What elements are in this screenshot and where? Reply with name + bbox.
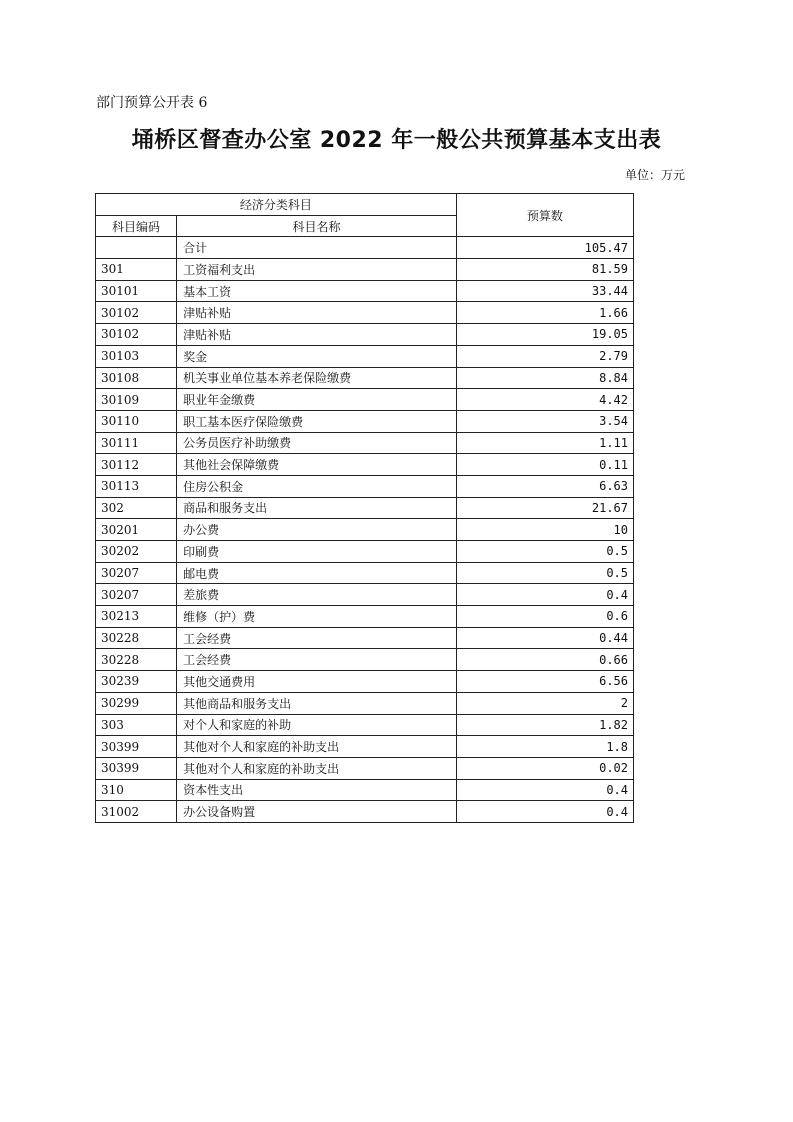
- row-name-cell: 奖金: [177, 345, 457, 367]
- row-code-cell: 30202: [96, 541, 177, 563]
- header-economic-category: 经济分类科目: [96, 194, 457, 216]
- row-code-cell: 31002: [96, 801, 177, 823]
- budget-table: [95, 193, 634, 823]
- table-row: [96, 324, 634, 346]
- row-name-cell: 津贴补贴: [177, 324, 457, 346]
- row-name-cell: 职工基本医疗保险缴费: [177, 410, 457, 432]
- row-amount-cell: 4.42: [456, 389, 633, 411]
- table-row: [96, 497, 634, 519]
- row-name-cell: 印刷费: [177, 541, 457, 563]
- row-code-cell: 30112: [96, 454, 177, 476]
- row-amount-cell: 81.59: [456, 259, 633, 281]
- row-name-cell: 差旅费: [177, 584, 457, 606]
- table-row: [96, 736, 634, 758]
- row-amount-cell: 6.63: [456, 475, 633, 497]
- table-row: [96, 649, 634, 671]
- table-row: [96, 345, 634, 367]
- row-code-cell: 30113: [96, 475, 177, 497]
- row-code-cell: 30108: [96, 367, 177, 389]
- row-name-cell: 维修（护）费: [177, 606, 457, 628]
- row-code-cell: 30228: [96, 627, 177, 649]
- row-code-cell: 30299: [96, 692, 177, 714]
- table-row: [96, 410, 634, 432]
- row-amount-cell: 1.66: [456, 302, 633, 324]
- row-code-cell: 30399: [96, 736, 177, 758]
- row-code-cell: 30399: [96, 757, 177, 779]
- row-name-cell: 机关事业单位基本养老保险缴费: [177, 367, 457, 389]
- row-code-cell: 30239: [96, 671, 177, 693]
- row-code-cell: 30103: [96, 345, 177, 367]
- row-name-cell: 工会经费: [177, 649, 457, 671]
- row-amount-cell: 0.44: [456, 627, 633, 649]
- row-code-cell: 30109: [96, 389, 177, 411]
- table-row: [96, 259, 634, 281]
- row-code-cell: 30101: [96, 280, 177, 302]
- row-amount-cell: 2: [456, 692, 633, 714]
- row-amount-cell: 19.05: [456, 324, 633, 346]
- table-row: [96, 280, 634, 302]
- row-amount-cell: 105.47: [456, 237, 633, 259]
- table-number-label: 部门预算公开表 6: [96, 95, 208, 111]
- row-name-cell: 其他社会保障缴费: [177, 454, 457, 476]
- table-row: [96, 432, 634, 454]
- row-code-cell: 302: [96, 497, 177, 519]
- table-header-row: [96, 194, 634, 216]
- row-code-cell: 30111: [96, 432, 177, 454]
- table-row: [96, 757, 634, 779]
- row-amount-cell: 3.54: [456, 410, 633, 432]
- row-amount-cell: 2.79: [456, 345, 633, 367]
- table-row: [96, 367, 634, 389]
- row-code-cell: 30228: [96, 649, 177, 671]
- row-amount-cell: 1.8: [456, 736, 633, 758]
- row-code-cell: 30102: [96, 324, 177, 346]
- row-code-cell: 310: [96, 779, 177, 801]
- row-name-cell: 基本工资: [177, 280, 457, 302]
- row-code-cell: 30207: [96, 584, 177, 606]
- row-code-cell: 30110: [96, 410, 177, 432]
- row-amount-cell: 0.66: [456, 649, 633, 671]
- row-amount-cell: 1.11: [456, 432, 633, 454]
- row-code-cell: 30213: [96, 606, 177, 628]
- table-row: [96, 475, 634, 497]
- row-name-cell: 其他对个人和家庭的补助支出: [177, 736, 457, 758]
- row-name-cell: 住房公积金: [177, 475, 457, 497]
- row-code-cell: 301: [96, 259, 177, 281]
- table-row: [96, 779, 634, 801]
- table-body: [96, 237, 634, 823]
- row-code-cell: 30207: [96, 562, 177, 584]
- table-row: [96, 606, 634, 628]
- row-name-cell: 合计: [177, 237, 457, 259]
- table-row: [96, 389, 634, 411]
- row-name-cell: 其他商品和服务支出: [177, 692, 457, 714]
- table-row: [96, 562, 634, 584]
- row-name-cell: 津贴补贴: [177, 302, 457, 324]
- row-amount-cell: 0.4: [456, 801, 633, 823]
- table-row: [96, 692, 634, 714]
- table-row: [96, 714, 634, 736]
- row-amount-cell: 6.56: [456, 671, 633, 693]
- row-amount-cell: 0.4: [456, 779, 633, 801]
- row-amount-cell: 1.82: [456, 714, 633, 736]
- row-name-cell: 其他交通费用: [177, 671, 457, 693]
- table-row: [96, 671, 634, 693]
- header-item-name: 科目名称: [177, 215, 457, 237]
- table-row: [96, 541, 634, 563]
- row-name-cell: 工资福利支出: [177, 259, 457, 281]
- row-code-cell: [96, 237, 177, 259]
- row-amount-cell: 33.44: [456, 280, 633, 302]
- header-item-code: 科目编码: [96, 215, 177, 237]
- table-row: [96, 302, 634, 324]
- row-name-cell: 工会经费: [177, 627, 457, 649]
- page-title: 埇桥区督查办公室 2022 年一般公共预算基本支出表: [131, 128, 662, 153]
- row-name-cell: 办公设备购置: [177, 801, 457, 823]
- table-row: [96, 237, 634, 259]
- row-amount-cell: 0.11: [456, 454, 633, 476]
- row-code-cell: 30102: [96, 302, 177, 324]
- row-amount-cell: 21.67: [456, 497, 633, 519]
- row-amount-cell: 0.5: [456, 562, 633, 584]
- table-row: [96, 584, 634, 606]
- row-amount-cell: 0.4: [456, 584, 633, 606]
- row-name-cell: 对个人和家庭的补助: [177, 714, 457, 736]
- row-amount-cell: 0.02: [456, 757, 633, 779]
- row-name-cell: 办公费: [177, 519, 457, 541]
- table-row: [96, 627, 634, 649]
- row-name-cell: 公务员医疗补助缴费: [177, 432, 457, 454]
- row-name-cell: 邮电费: [177, 562, 457, 584]
- row-code-cell: 303: [96, 714, 177, 736]
- row-amount-cell: 0.5: [456, 541, 633, 563]
- row-amount-cell: 10: [456, 519, 633, 541]
- table-row: [96, 454, 634, 476]
- table-row: [96, 519, 634, 541]
- row-amount-cell: 0.6: [456, 606, 633, 628]
- table-row: [96, 801, 634, 823]
- row-amount-cell: 8.84: [456, 367, 633, 389]
- row-name-cell: 资本性支出: [177, 779, 457, 801]
- row-name-cell: 商品和服务支出: [177, 497, 457, 519]
- header-budget-amount: 预算数: [456, 194, 633, 237]
- row-name-cell: 职业年金缴费: [177, 389, 457, 411]
- row-code-cell: 30201: [96, 519, 177, 541]
- row-name-cell: 其他对个人和家庭的补助支出: [177, 757, 457, 779]
- unit-label: 单位：万元: [624, 168, 685, 182]
